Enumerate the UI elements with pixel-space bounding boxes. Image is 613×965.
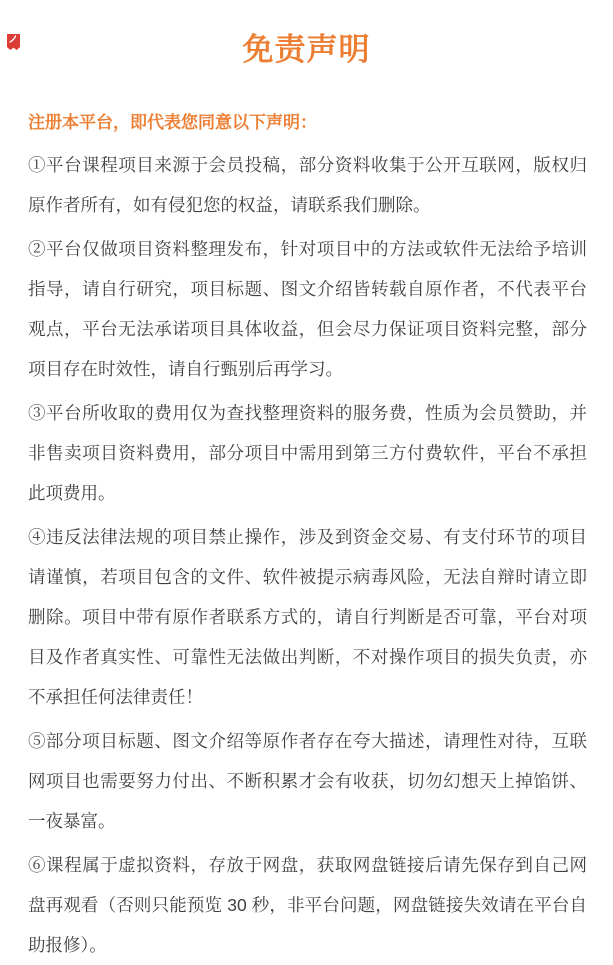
disclaimer-page xyxy=(0,30,613,955)
disclaimer-item-1: ①平台课程项目来源于会员投稿，部分资料收集于公开互联网，版权归原作者所有，如有侵犯您的权益，请联系我们删除。 xyxy=(28,155,587,215)
disclaimer-item-4: ④违反法律法规的项目禁止操作，涉及到资金交易、有支付环节的项目请谨慎，若项目包含的文件、软件被提示病毒风险，无法自辩时请立即删除。项目中带有原作者联系方式的，请自行判断是否可靠，平台对项目及作者真实性、可靠性无法做出判断，不对操作项目的损失负责，亦不承担任何法律责任！ xyxy=(28,527,587,707)
page-title: 免责声明 xyxy=(242,32,371,67)
disclaimer-item-3: ③平台所收取的费用仅为查找整理资料的服务费，性质为会员赞助，并非售卖项目资料费用，部分项目中需用到第三方付费软件，平台不承担此项费用。 xyxy=(28,403,587,503)
red-seal-icon xyxy=(6,33,21,50)
disclaimer-item-6: ⑥课程属于虚拟资料，存放于网盘，获取网盘链接后请先保存到自己网盘再观看（否则只能预览 30 秒，非平台问题，网盘链接失效请在平台自助报修）。 xyxy=(28,855,587,955)
intro-statement: 注册本平台，即代表您同意以下声明： xyxy=(28,113,317,132)
disclaimer-item-2: ②平台仅做项目资料整理发布，针对项目中的方法或软件无法给予培训指导，请自行研究，项目标题、图文介绍皆转载自原作者，不代表平台观点，平台无法承诺项目具体收益，但会尽力保证项目资料完整，部分项目存在时效性，请自行甄别后再学习。 xyxy=(28,239,587,379)
disclaimer-item-5: ⑤部分项目标题、图文介绍等原作者存在夸大描述，请理性对待，互联网项目也需要努力付出、不断积累才会有收获，切勿幻想天上掉馅饼、一夜暴富。 xyxy=(28,731,587,831)
